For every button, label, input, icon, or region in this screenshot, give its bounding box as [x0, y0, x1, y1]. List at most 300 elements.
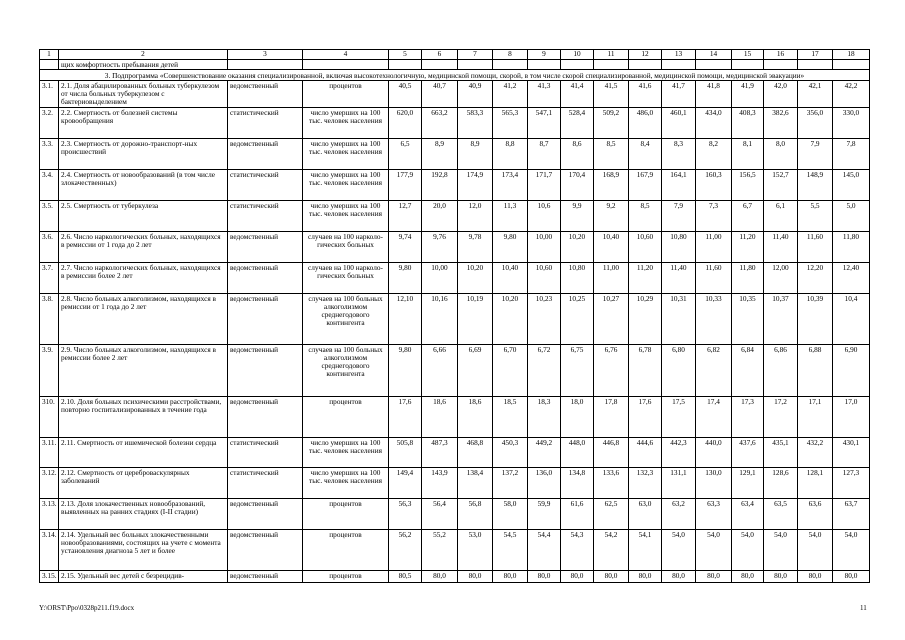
value-cell: 10,20 — [458, 263, 493, 294]
row-number-cell: 3.6. — [40, 232, 59, 263]
unit-cell: число умерших на 100 тыс. человек населения — [303, 139, 389, 170]
value-cell: 10,40 — [594, 232, 629, 263]
value-cell: 10,60 — [629, 232, 662, 263]
row-number-cell: 3.1. — [40, 81, 59, 108]
value-cell: 7,8 — [833, 139, 870, 170]
value-cell: 152,7 — [764, 170, 798, 201]
value-cell: 437,6 — [732, 438, 764, 468]
value-cell: 173,4 — [493, 170, 528, 201]
value-cell: 80,0 — [662, 571, 696, 583]
value-cell: 53,0 — [458, 530, 493, 571]
row-number-cell: 3.2. — [40, 108, 59, 139]
indicator-type-cell: ведомственный — [228, 571, 303, 583]
value-cell: 10,80 — [662, 232, 696, 263]
section-row — [40, 70, 870, 81]
value-cell: 149,4 — [389, 468, 422, 499]
value-cell: 8,5 — [594, 139, 629, 170]
value-cell: 170,4 — [561, 170, 594, 201]
row-number-cell: 3.5. — [40, 201, 59, 232]
value-cell: 177,9 — [389, 170, 422, 201]
value-cell: 17,1 — [798, 397, 833, 438]
value-cell: 448,0 — [561, 438, 594, 468]
value-cell: 80,0 — [764, 571, 798, 583]
value-cell: 41,7 — [662, 81, 696, 108]
column-number-cell: 1 — [40, 50, 59, 60]
value-cell: 6,70 — [493, 345, 528, 397]
value-cell: 18,0 — [561, 397, 594, 438]
row-number-cell: 3.13. — [40, 499, 59, 530]
value-cell: 6,66 — [422, 345, 458, 397]
value-cell: 58,0 — [493, 499, 528, 530]
value-cell: 434,0 — [696, 108, 732, 139]
value-cell: 160,3 — [696, 170, 732, 201]
table-row — [40, 571, 870, 583]
table-row — [40, 499, 870, 530]
value-cell: 63,6 — [798, 499, 833, 530]
value-cell: 80,0 — [594, 571, 629, 583]
value-cell: 17,0 — [833, 397, 870, 438]
value-cell: 468,8 — [458, 438, 493, 468]
value-cell: 12,0 — [458, 201, 493, 232]
value-cell: 10,19 — [458, 294, 493, 345]
value-cell: 171,7 — [528, 170, 561, 201]
value-cell: 11,80 — [833, 232, 870, 263]
indicator-type-cell: статистический — [228, 108, 303, 139]
unit-cell: процентов — [303, 499, 389, 530]
unit-cell: процентов — [303, 571, 389, 583]
value-cell: 10,25 — [561, 294, 594, 345]
value-cell: 11,20 — [629, 263, 662, 294]
value-cell: 7,3 — [696, 201, 732, 232]
value-cell: 382,6 — [764, 108, 798, 139]
row-number-cell: 3.11. — [40, 438, 59, 468]
table-row — [40, 397, 870, 438]
indicator-name-cell: 2.7. Число наркологических больных, находящихся в ремиссии более 2 лет — [59, 263, 228, 294]
value-cell: 408,3 — [732, 108, 764, 139]
value-cell: 10,29 — [629, 294, 662, 345]
value-cell: 55,2 — [422, 530, 458, 571]
value-cell: 17,5 — [662, 397, 696, 438]
indicator-type-cell: статистический — [228, 170, 303, 201]
value-cell: 528,4 — [561, 108, 594, 139]
indicator-name-cell: 2.6. Число наркологических больных, находящихся в ремиссии от 1 года до 2 лет — [59, 232, 228, 263]
value-cell: 449,2 — [528, 438, 561, 468]
value-cell: 10,20 — [561, 232, 594, 263]
value-cell: 11,20 — [732, 232, 764, 263]
unit-cell: случаев на 100 больных алкоголизмом среднегодового контингента — [303, 294, 389, 345]
value-cell: 440,0 — [696, 438, 732, 468]
value-cell: 450,3 — [493, 438, 528, 468]
value-cell: 167,9 — [629, 170, 662, 201]
value-cell: 63,4 — [732, 499, 764, 530]
table-row — [40, 201, 870, 232]
column-number-cell: 10 — [561, 50, 594, 60]
value-cell: 5,5 — [798, 201, 833, 232]
value-cell: 63,0 — [629, 499, 662, 530]
row-number-cell: 3.3. — [40, 139, 59, 170]
indicators-table — [39, 49, 870, 583]
value-cell: 17,8 — [594, 397, 629, 438]
value-cell: 9,80 — [389, 345, 422, 397]
table-row — [40, 468, 870, 499]
value-cell: 9,76 — [422, 232, 458, 263]
carryover-text: щих комфортность пребывания детей — [59, 60, 228, 70]
value-cell: 10,37 — [764, 294, 798, 345]
table-row — [40, 438, 870, 468]
value-cell: 128,6 — [764, 468, 798, 499]
indicator-name-cell: 2.1. Доля абацилированных больных туберкулезом от числа больных туберкулезом с бактериовыделением — [59, 81, 228, 108]
indicator-name-cell: 2.8. Число больных алкоголизмом, находящихся в ремиссии от 1 года до 2 лет — [59, 294, 228, 345]
value-cell: 80,0 — [422, 571, 458, 583]
value-cell: 56,4 — [422, 499, 458, 530]
indicator-type-cell: ведомственный — [228, 530, 303, 571]
value-cell: 20,0 — [422, 201, 458, 232]
value-cell: 8,1 — [732, 139, 764, 170]
value-cell: 10,80 — [561, 263, 594, 294]
value-cell: 54,0 — [798, 530, 833, 571]
value-cell: 8,5 — [629, 201, 662, 232]
value-cell: 80,0 — [732, 571, 764, 583]
column-number-cell: 17 — [798, 50, 833, 60]
value-cell: 138,4 — [458, 468, 493, 499]
value-cell: 192,8 — [422, 170, 458, 201]
table-row — [40, 108, 870, 139]
value-cell: 487,3 — [422, 438, 458, 468]
header-row — [40, 50, 870, 60]
value-cell: 40,5 — [389, 81, 422, 108]
value-cell: 7,9 — [798, 139, 833, 170]
value-cell: 10,4 — [833, 294, 870, 345]
value-cell: 54,0 — [732, 530, 764, 571]
indicator-type-cell: ведомственный — [228, 294, 303, 345]
value-cell: 63,2 — [662, 499, 696, 530]
value-cell: 132,3 — [629, 468, 662, 499]
value-cell: 6,82 — [696, 345, 732, 397]
indicator-type-cell: ведомственный — [228, 263, 303, 294]
value-cell: 583,3 — [458, 108, 493, 139]
value-cell: 54,5 — [493, 530, 528, 571]
value-cell: 131,1 — [662, 468, 696, 499]
value-cell: 11,80 — [732, 263, 764, 294]
row-number-cell: 3.4. — [40, 170, 59, 201]
value-cell: 54,2 — [594, 530, 629, 571]
value-cell: 80,0 — [528, 571, 561, 583]
row-number-cell: 3.9. — [40, 345, 59, 397]
value-cell: 80,0 — [561, 571, 594, 583]
value-cell: 80,0 — [458, 571, 493, 583]
value-cell: 10,33 — [696, 294, 732, 345]
value-cell: 41,8 — [696, 81, 732, 108]
value-cell: 156,5 — [732, 170, 764, 201]
table-row — [40, 263, 870, 294]
value-cell: 10,27 — [594, 294, 629, 345]
value-cell: 8,0 — [764, 139, 798, 170]
value-cell: 12,40 — [833, 263, 870, 294]
value-cell: 54,3 — [561, 530, 594, 571]
table-row — [40, 530, 870, 571]
value-cell: 6,86 — [764, 345, 798, 397]
row-number-cell: 310. — [40, 397, 59, 438]
value-cell: 42,1 — [798, 81, 833, 108]
value-cell: 9,9 — [561, 201, 594, 232]
indicator-type-cell: статистический — [228, 201, 303, 232]
row-number-cell: 3.7. — [40, 263, 59, 294]
column-number-cell: 15 — [732, 50, 764, 60]
value-cell: 7,9 — [662, 201, 696, 232]
value-cell: 133,6 — [594, 468, 629, 499]
value-cell: 174,9 — [458, 170, 493, 201]
value-cell: 41,3 — [528, 81, 561, 108]
value-cell: 6,7 — [732, 201, 764, 232]
value-cell: 59,9 — [528, 499, 561, 530]
value-cell: 42,2 — [833, 81, 870, 108]
value-cell: 446,8 — [594, 438, 629, 468]
row-number-cell: 3.15. — [40, 571, 59, 583]
unit-cell: процентов — [303, 397, 389, 438]
unit-cell: процентов — [303, 530, 389, 571]
value-cell: 8,4 — [629, 139, 662, 170]
value-cell: 54,4 — [528, 530, 561, 571]
value-cell: 10,35 — [732, 294, 764, 345]
value-cell: 56,3 — [389, 499, 422, 530]
column-number-cell: 6 — [422, 50, 458, 60]
value-cell: 10,00 — [528, 232, 561, 263]
column-number-cell: 9 — [528, 50, 561, 60]
value-cell: 41,9 — [732, 81, 764, 108]
value-cell: 509,2 — [594, 108, 629, 139]
value-cell: 444,6 — [629, 438, 662, 468]
value-cell: 430,1 — [833, 438, 870, 468]
column-number-cell: 14 — [696, 50, 732, 60]
unit-cell: случаев на 100 больных алкоголизмом среднегодового контингента — [303, 345, 389, 397]
value-cell: 80,0 — [833, 571, 870, 583]
value-cell: 80,0 — [696, 571, 732, 583]
value-cell: 9,78 — [458, 232, 493, 263]
value-cell: 547,1 — [528, 108, 561, 139]
value-cell: 8,2 — [696, 139, 732, 170]
value-cell: 62,5 — [594, 499, 629, 530]
indicator-name-cell: 2.4. Смертность от новообразований (в том числе злокачественных) — [59, 170, 228, 201]
column-number-cell: 5 — [389, 50, 422, 60]
value-cell: 12,10 — [389, 294, 422, 345]
value-cell: 330,0 — [833, 108, 870, 139]
value-cell: 127,3 — [833, 468, 870, 499]
indicator-type-cell: ведомственный — [228, 232, 303, 263]
value-cell: 8,3 — [662, 139, 696, 170]
value-cell: 168,9 — [594, 170, 629, 201]
indicator-name-cell: 2.10. Доля больных психическими расстройствами, повторно госпитализированных в течение года — [59, 397, 228, 438]
value-cell: 565,3 — [493, 108, 528, 139]
value-cell: 11,60 — [696, 263, 732, 294]
value-cell: 63,7 — [833, 499, 870, 530]
value-cell: 17,6 — [389, 397, 422, 438]
unit-cell: число умерших на 100 тыс. человек населения — [303, 170, 389, 201]
value-cell: 9,80 — [389, 263, 422, 294]
value-cell: 143,9 — [422, 468, 458, 499]
value-cell: 10,6 — [528, 201, 561, 232]
indicator-name-cell: 2.13. Доля злокачественных новообразований, выявленных на ранних стадиях (I-II стадии) — [59, 499, 228, 530]
value-cell: 9,80 — [493, 232, 528, 263]
value-cell: 61,6 — [561, 499, 594, 530]
value-cell: 442,3 — [662, 438, 696, 468]
value-cell: 18,3 — [528, 397, 561, 438]
value-cell: 56,8 — [458, 499, 493, 530]
value-cell: 10,00 — [422, 263, 458, 294]
value-cell: 6,5 — [389, 139, 422, 170]
table-row — [40, 294, 870, 345]
value-cell: 10,39 — [798, 294, 833, 345]
value-cell: 10,16 — [422, 294, 458, 345]
value-cell: 435,1 — [764, 438, 798, 468]
value-cell: 54,0 — [833, 530, 870, 571]
row-number-cell: 3.14. — [40, 530, 59, 571]
indicator-type-cell: статистический — [228, 468, 303, 499]
unit-cell: число умерших на 100 тыс. человек населения — [303, 438, 389, 468]
value-cell: 18,6 — [422, 397, 458, 438]
unit-cell: число умерших на 100 тыс. человек населения — [303, 468, 389, 499]
column-number-cell: 11 — [594, 50, 629, 60]
value-cell: 6,1 — [764, 201, 798, 232]
value-cell: 80,5 — [389, 571, 422, 583]
indicator-type-cell: ведомственный — [228, 397, 303, 438]
value-cell: 5,0 — [833, 201, 870, 232]
value-cell: 10,20 — [493, 294, 528, 345]
value-cell: 137,2 — [493, 468, 528, 499]
value-cell: 6,80 — [662, 345, 696, 397]
unit-cell: число умерших на 100 тыс. человек населения — [303, 108, 389, 139]
value-cell: 145,0 — [833, 170, 870, 201]
value-cell: 8,7 — [528, 139, 561, 170]
value-cell: 11,00 — [696, 232, 732, 263]
value-cell: 10,31 — [662, 294, 696, 345]
value-cell: 6,75 — [561, 345, 594, 397]
value-cell: 9,74 — [389, 232, 422, 263]
indicator-name-cell: 2.12. Смертность от цереброваскулярных заболеваний — [59, 468, 228, 499]
indicator-name-cell: 2.14. Удельный вес больных злокачественными новообразованиями, состоящих на учете с момента установления диагноза 5 лет и более — [59, 530, 228, 571]
value-cell: 486,0 — [629, 108, 662, 139]
value-cell: 130,0 — [696, 468, 732, 499]
value-cell: 80,0 — [629, 571, 662, 583]
value-cell: 18,6 — [458, 397, 493, 438]
value-cell: 128,1 — [798, 468, 833, 499]
section-title: 3. Подпрограмма «Совершенствование оказания специализированной, включая высокотехнологичную, медицинской помощи, скорой, в том числе скорой специализированной, медицинской помощи, медицинской эвакуации» — [40, 70, 870, 81]
column-number-cell: 3 — [228, 50, 303, 60]
indicator-name-cell: 2.9. Число больных алкоголизмом, находящихся в ремиссии более 2 лет — [59, 345, 228, 397]
value-cell: 41,2 — [493, 81, 528, 108]
value-cell: 129,1 — [732, 468, 764, 499]
value-cell: 460,1 — [662, 108, 696, 139]
value-cell: 80,0 — [798, 571, 833, 583]
value-cell: 11,3 — [493, 201, 528, 232]
table-row — [40, 170, 870, 201]
value-cell: 620,0 — [389, 108, 422, 139]
column-number-cell: 2 — [59, 50, 228, 60]
value-cell: 6,76 — [594, 345, 629, 397]
value-cell: 10,40 — [493, 263, 528, 294]
value-cell: 12,00 — [764, 263, 798, 294]
value-cell: 54,0 — [696, 530, 732, 571]
value-cell: 6,72 — [528, 345, 561, 397]
value-cell: 11,40 — [764, 232, 798, 263]
value-cell: 6,88 — [798, 345, 833, 397]
indicator-type-cell: ведомственный — [228, 499, 303, 530]
column-number-cell: 4 — [303, 50, 389, 60]
row-number-cell: 3.8. — [40, 294, 59, 345]
unit-cell: случаев на 100 нарколо-гических больных — [303, 263, 389, 294]
unit-cell: случаев на 100 нарколо-гических больных — [303, 232, 389, 263]
indicator-type-cell: ведомственный — [228, 139, 303, 170]
table-row — [40, 232, 870, 263]
value-cell: 17,6 — [629, 397, 662, 438]
footer-page-number: 11 — [860, 604, 867, 612]
column-number-cell: 16 — [764, 50, 798, 60]
unit-cell: процентов — [303, 81, 389, 108]
value-cell: 11,60 — [798, 232, 833, 263]
value-cell: 17,4 — [696, 397, 732, 438]
footer-path: Y:\ORST\Ppo\0328p211.f19.docx — [39, 604, 135, 612]
value-cell: 8,9 — [458, 139, 493, 170]
value-cell: 12,20 — [798, 263, 833, 294]
indicator-type-cell: ведомственный — [228, 345, 303, 397]
column-number-cell: 12 — [629, 50, 662, 60]
value-cell: 8,9 — [422, 139, 458, 170]
column-number-cell: 13 — [662, 50, 696, 60]
value-cell: 12,7 — [389, 201, 422, 232]
value-cell: 54,0 — [764, 530, 798, 571]
value-cell: 9,2 — [594, 201, 629, 232]
value-cell: 663,2 — [422, 108, 458, 139]
value-cell: 18,5 — [493, 397, 528, 438]
value-cell: 10,23 — [528, 294, 561, 345]
value-cell: 164,1 — [662, 170, 696, 201]
table-row — [40, 345, 870, 397]
value-cell: 6,84 — [732, 345, 764, 397]
column-number-cell: 7 — [458, 50, 493, 60]
value-cell: 10,60 — [528, 263, 561, 294]
value-cell: 505,8 — [389, 438, 422, 468]
value-cell: 136,0 — [528, 468, 561, 499]
value-cell: 8,8 — [493, 139, 528, 170]
column-number-cell: 8 — [493, 50, 528, 60]
unit-cell: число умерших на 100 тыс. человек населения — [303, 201, 389, 232]
row-number-cell: 3.12. — [40, 468, 59, 499]
value-cell: 54,0 — [662, 530, 696, 571]
indicator-type-cell: статистический — [228, 438, 303, 468]
value-cell: 80,0 — [493, 571, 528, 583]
value-cell: 6,78 — [629, 345, 662, 397]
indicator-type-cell: ведомственный — [228, 81, 303, 108]
value-cell: 54,1 — [629, 530, 662, 571]
value-cell: 40,9 — [458, 81, 493, 108]
value-cell: 56,2 — [389, 530, 422, 571]
value-cell: 63,3 — [696, 499, 732, 530]
value-cell: 17,2 — [764, 397, 798, 438]
value-cell: 134,8 — [561, 468, 594, 499]
value-cell: 41,5 — [594, 81, 629, 108]
carryover-row — [40, 60, 870, 70]
value-cell: 8,6 — [561, 139, 594, 170]
value-cell: 432,2 — [798, 438, 833, 468]
value-cell: 11,00 — [594, 263, 629, 294]
indicator-name-cell: 2.15. Удельный вес детей с безрецидив- — [59, 571, 228, 583]
value-cell: 63,5 — [764, 499, 798, 530]
value-cell: 11,40 — [662, 263, 696, 294]
value-cell: 17,3 — [732, 397, 764, 438]
value-cell: 41,4 — [561, 81, 594, 108]
value-cell: 40,7 — [422, 81, 458, 108]
value-cell: 6,69 — [458, 345, 493, 397]
indicator-name-cell: 2.5. Смертность от туберкулеза — [59, 201, 228, 232]
